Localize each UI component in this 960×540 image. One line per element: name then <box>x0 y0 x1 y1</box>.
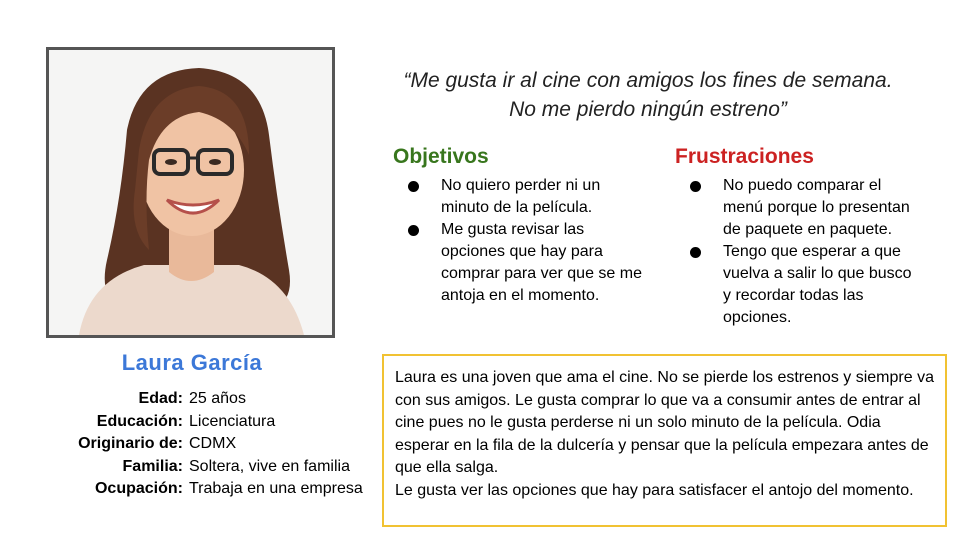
persona-photo <box>46 47 335 338</box>
objetivos-heading: Objetivos <box>393 145 489 168</box>
persona-name: Laura García <box>121 350 263 375</box>
fact-educacion <box>40 411 389 434</box>
fact-label: Ocupación: <box>94 480 183 497</box>
frustraciones-section <box>675 145 920 329</box>
portrait-illustration <box>49 50 332 335</box>
fact-label: Familia: <box>122 457 183 475</box>
objetivos-section <box>393 145 643 307</box>
objetivos-list <box>393 175 643 307</box>
summary-paragraph: Laura es una joven que ama el cine. No se pierde los estrenos y siempre va con sus amigos. Le gusta comprar lo que va a consumir antes de entrar al cine pues no le gusta perderse ni un solo minuto de la película. Odia esperar en la fila de la dulcería y pensar que la película empezara antes de que ella salga. <box>395 369 934 476</box>
fact-ocupacion <box>40 478 389 501</box>
summary-paragraph: Le gusta ver las opciones que hay para satisfacer el antojo del momento. <box>395 481 914 499</box>
frustraciones-heading: Frustraciones <box>675 145 814 168</box>
frustracion-item: Tengo que esperar a que vuelva a salir lo que busco y recordar todas las opciones. <box>675 241 920 329</box>
persona-quote: “Me gusta ir al cine con amigos los fines de semana. No me pierdo ningún estreno” <box>403 69 893 121</box>
persona-facts <box>40 388 389 501</box>
fact-familia <box>40 456 389 479</box>
fact-value: Licenciatura <box>189 412 276 430</box>
fact-value: Soltera, vive en familia <box>189 457 350 475</box>
fact-value: 25 años <box>189 390 246 407</box>
frustraciones-list <box>675 175 920 329</box>
objetivo-item: No quiero perder ni un minuto de la película. <box>393 175 643 219</box>
fact-value: Trabaja en una empresa <box>189 480 363 497</box>
fact-value: CDMX <box>189 435 237 452</box>
fact-label: Educación: <box>96 412 183 430</box>
fact-edad <box>40 388 389 411</box>
frustracion-item: No puedo comparar el menú porque lo presentan de paquete en paquete. <box>675 175 920 241</box>
persona-summary <box>382 354 947 527</box>
fact-originario <box>40 433 389 456</box>
fact-label: Edad: <box>138 390 183 407</box>
fact-label: Originario de: <box>78 435 183 452</box>
objetivo-item: Me gusta revisar las opciones que hay para comprar para ver que se me antoja en el momento. <box>393 219 643 307</box>
